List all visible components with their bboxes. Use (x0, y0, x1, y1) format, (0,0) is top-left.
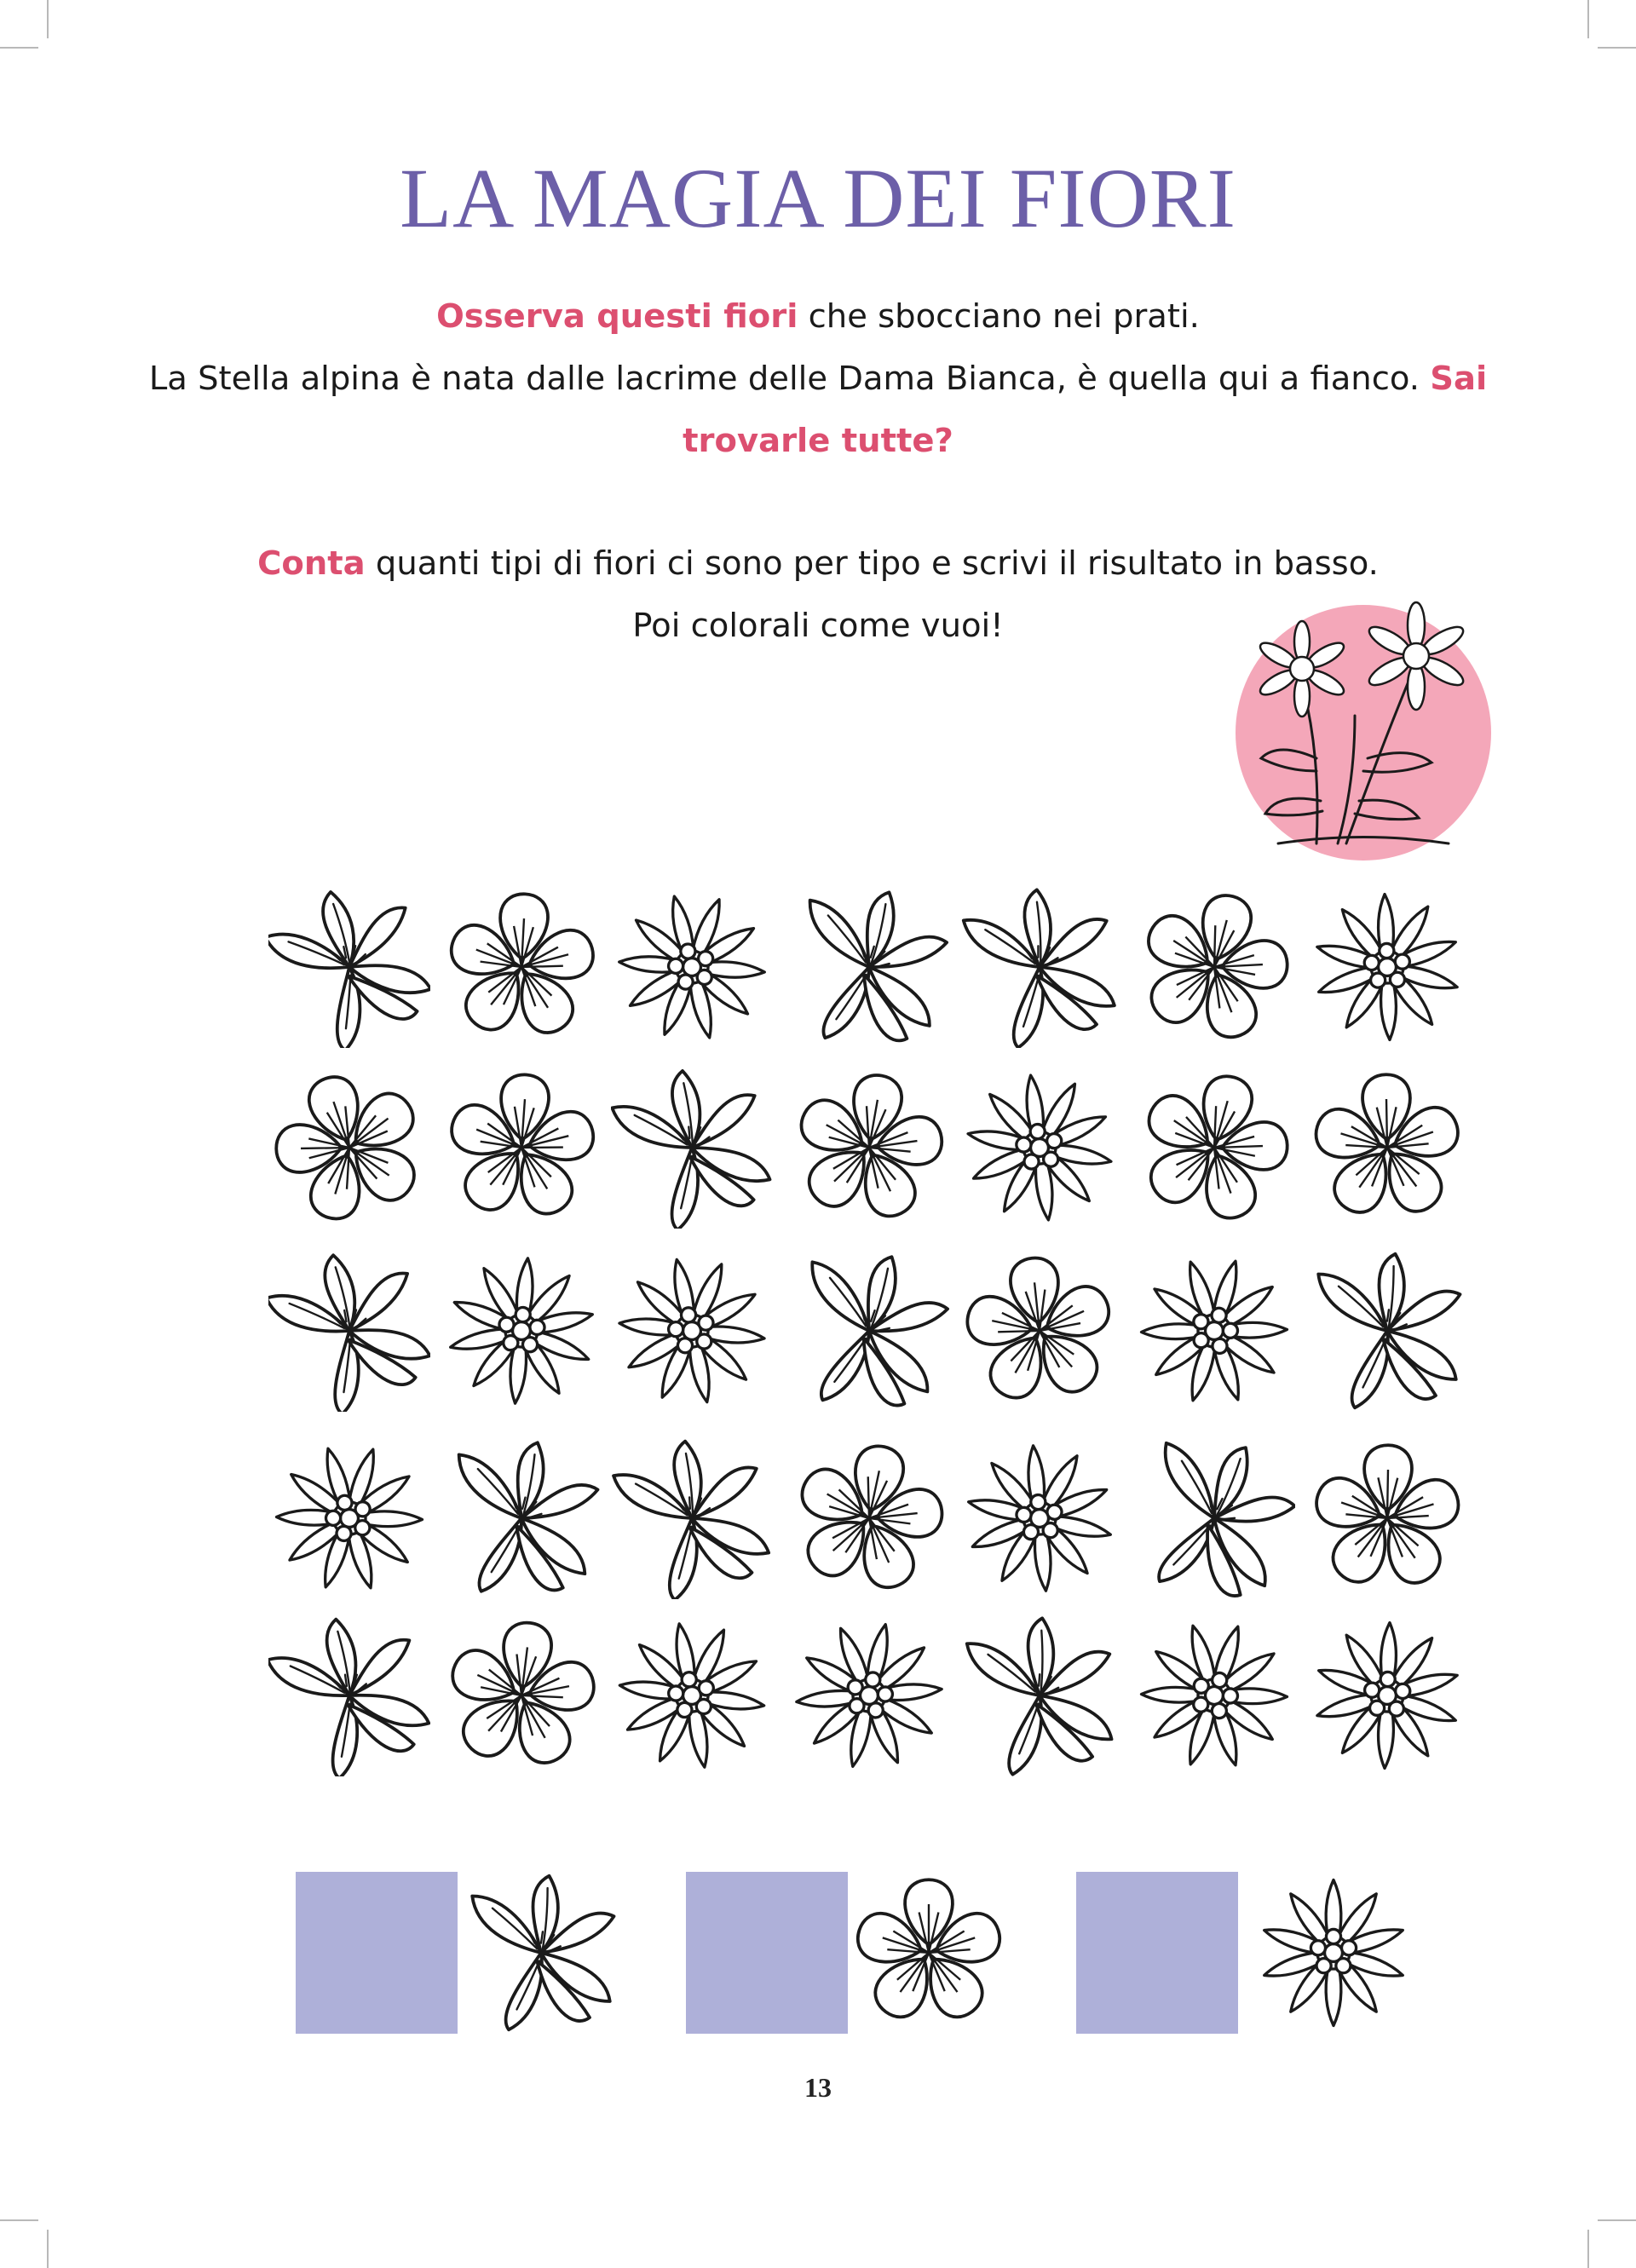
primrose-icon (1306, 1067, 1468, 1229)
primrose-icon (788, 1067, 950, 1229)
lily-icon (268, 1250, 430, 1412)
answer-box-edelweiss[interactable] (1076, 1872, 1238, 2034)
lily-icon (268, 1615, 430, 1776)
crop-mark (1587, 2230, 1589, 2268)
edelweiss-icon (611, 1250, 773, 1412)
crop-mark (47, 0, 49, 38)
primrose-icon (441, 1615, 602, 1776)
edelweiss-illustration-icon (1227, 588, 1508, 869)
answer-box-primrose[interactable] (686, 1872, 848, 2034)
edelweiss-icon (959, 1067, 1120, 1229)
highlight-count: Conta (257, 544, 366, 583)
edelweiss-icon (959, 1437, 1120, 1599)
primrose-icon (848, 1872, 1010, 2034)
highlight-find: Sai trovarle tutte? (683, 360, 1488, 460)
edelweiss-icon (1133, 1615, 1295, 1776)
lily-icon (268, 886, 430, 1048)
intro-line1-rest: che sbocciano nei prati. (798, 297, 1200, 336)
primrose-icon (959, 1250, 1120, 1412)
count-instruction: quanti tipi di fiori ci sono per tipo e scrivi il risultato in basso. (365, 544, 1379, 583)
primrose-icon (1133, 1067, 1295, 1229)
lily-icon (788, 1250, 950, 1412)
edelweiss-icon (441, 1250, 602, 1412)
crop-mark (1598, 2219, 1636, 2221)
intro-paragraph-observe (128, 285, 1508, 472)
edelweiss-icon (611, 886, 773, 1048)
highlight-observe: Osserva questi fiori (436, 297, 798, 336)
primrose-icon (268, 1067, 430, 1229)
edelweiss-icon (1133, 1250, 1295, 1412)
lily-icon (788, 886, 950, 1048)
primrose-icon (441, 886, 602, 1048)
page-title: LA MAGIA DEI FIORI (400, 151, 1236, 245)
lily-icon (611, 1067, 773, 1229)
lily-icon (1133, 1437, 1295, 1599)
crop-mark (0, 47, 38, 49)
edelweiss-icon (611, 1615, 773, 1776)
crop-mark (0, 2219, 38, 2221)
crop-mark (47, 2230, 49, 2268)
edelweiss-icon (788, 1615, 950, 1776)
primrose-icon (441, 1067, 602, 1229)
lily-icon (1306, 1250, 1468, 1412)
lily-icon (959, 886, 1120, 1048)
edelweiss-icon (1306, 1615, 1468, 1776)
lily-icon (441, 1437, 602, 1599)
primrose-icon (1133, 886, 1295, 1048)
crop-mark (1587, 0, 1589, 38)
primrose-icon (788, 1437, 950, 1599)
edelweiss-icon (268, 1437, 430, 1599)
page-number: 13 (804, 2072, 832, 2103)
answer-box-lily[interactable] (296, 1872, 458, 2034)
lily-icon (611, 1437, 773, 1599)
edelweiss-icon (1306, 886, 1468, 1048)
intro-line2: La Stella alpina è nata dalle lacrime delle Dama Bianca, è quella qui a fianco. (148, 360, 1420, 398)
edelweiss-icon (1253, 1872, 1414, 2034)
crop-mark (1598, 47, 1636, 49)
primrose-icon (1306, 1437, 1468, 1599)
color-instruction: Poi colorali come vuoi! (632, 607, 1004, 645)
lily-icon (959, 1615, 1120, 1776)
lily-icon (460, 1872, 622, 2034)
